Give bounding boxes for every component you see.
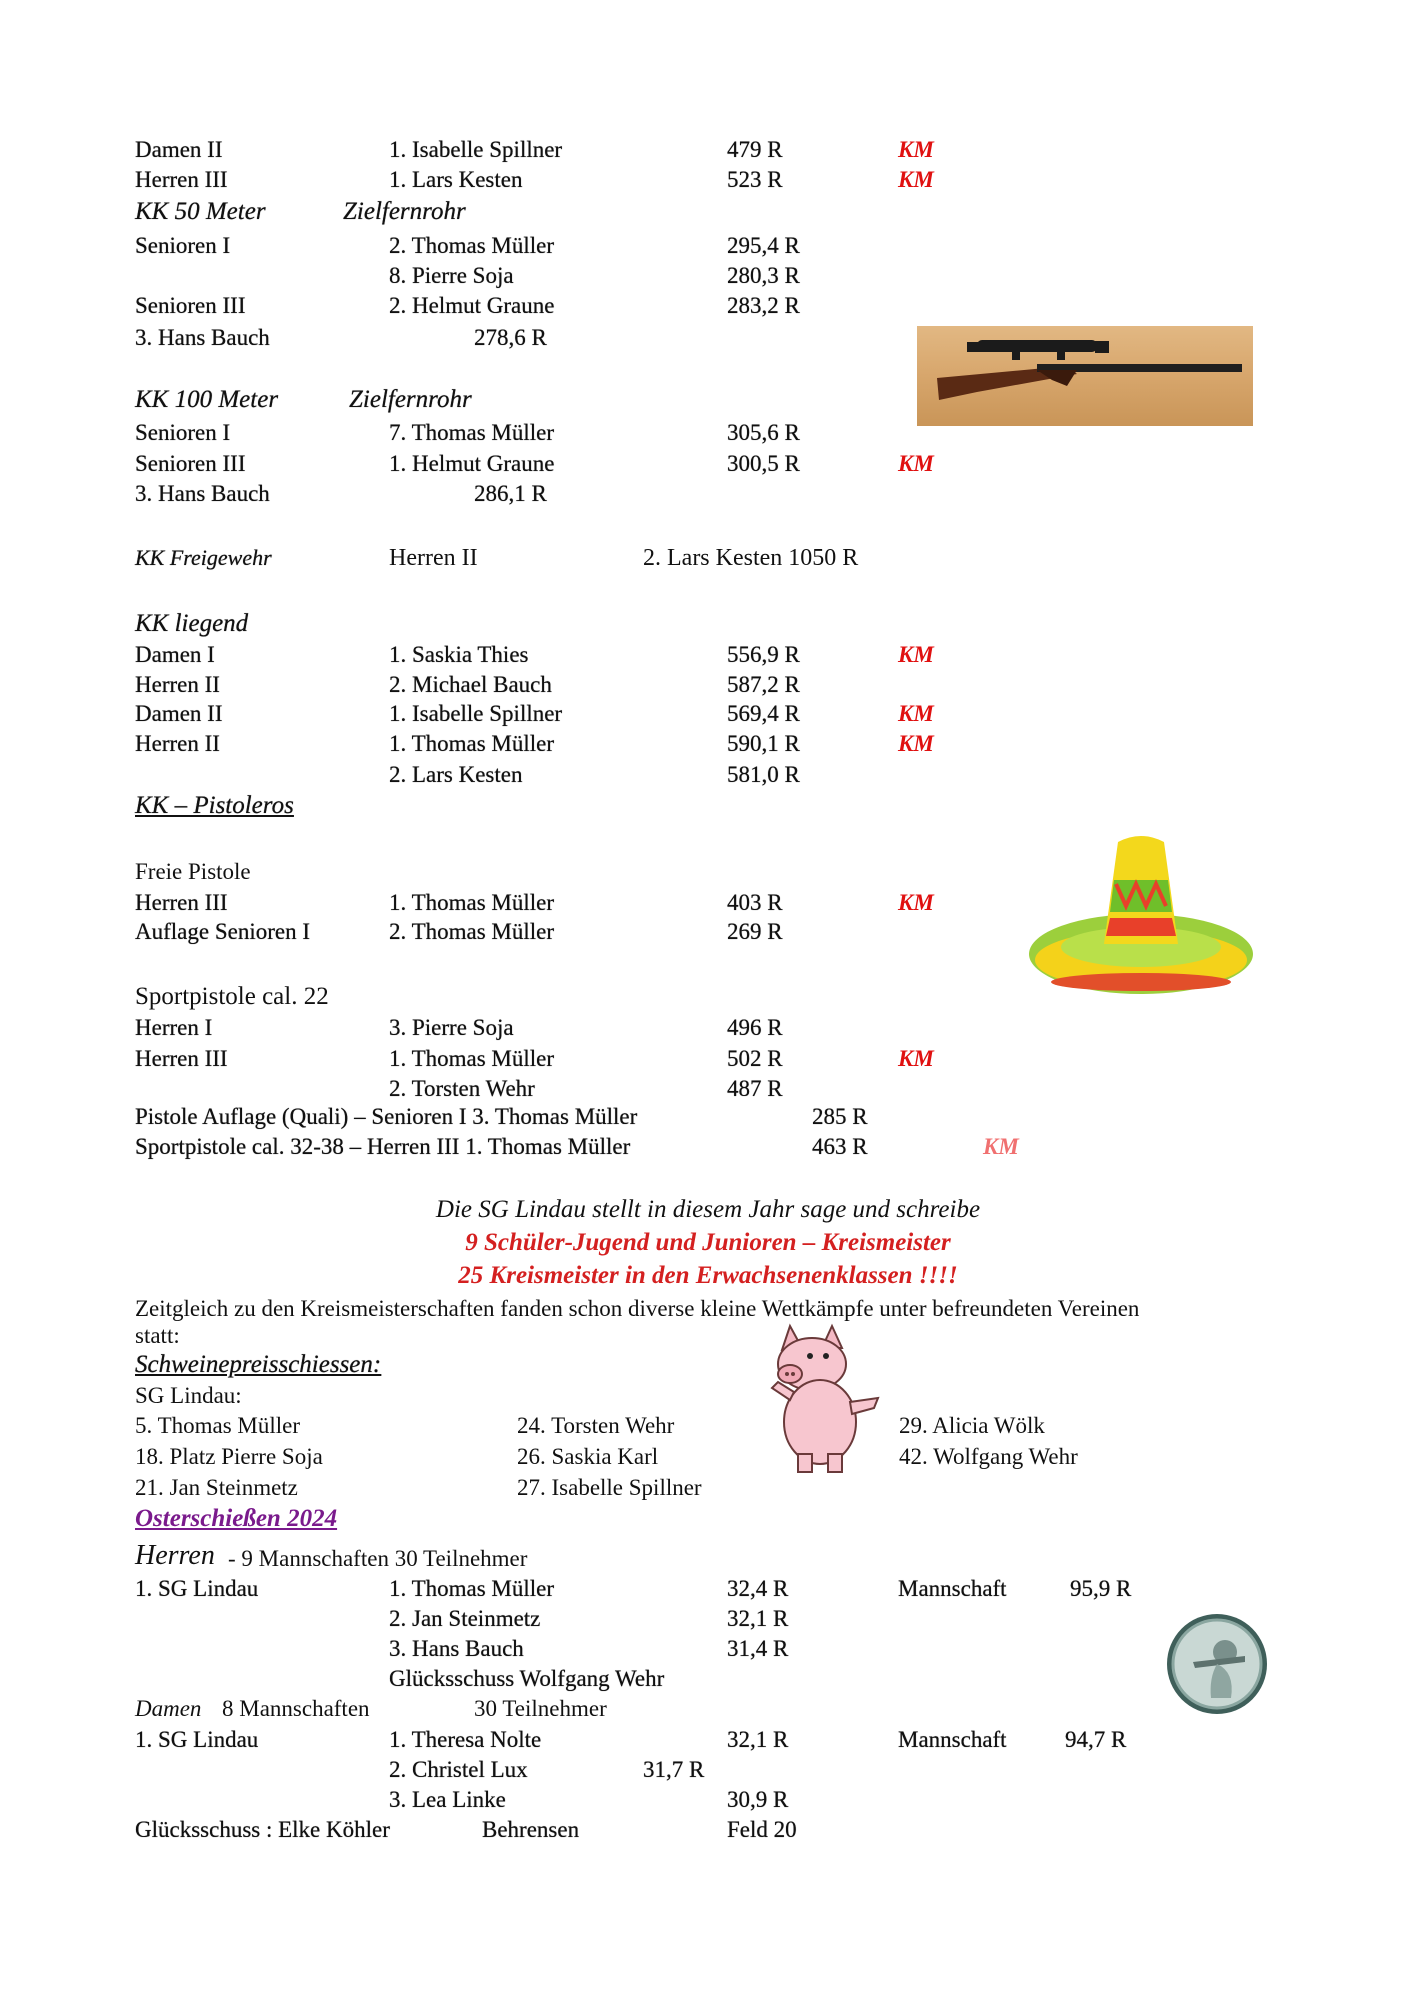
entry: 2. Christel Lux	[389, 1757, 528, 1782]
class-label: Senioren I	[135, 420, 231, 445]
team-label: Mannschaft	[898, 1576, 1007, 1601]
score: 403 R	[727, 890, 783, 915]
score: 283,2 R	[727, 293, 800, 318]
list-item: 29. Alicia Wölk	[899, 1413, 1045, 1438]
team: 1. SG Lindau	[135, 1576, 259, 1601]
section-title: Sportpistole cal. 22	[135, 983, 329, 1010]
km-badge: KM	[898, 137, 934, 162]
class-label: Senioren III	[135, 293, 246, 318]
score: 31,7 R	[643, 1757, 705, 1782]
class-label: Herren II	[135, 731, 220, 756]
list-item: 21. Jan Steinmetz	[135, 1475, 298, 1500]
class-label: Herren I	[135, 1015, 213, 1040]
class-label: Herren II	[135, 672, 220, 697]
score: 569,4 R	[727, 701, 800, 726]
km-badge: KM	[898, 167, 934, 192]
list-item: 42. Wolfgang Wehr	[899, 1444, 1078, 1469]
list-item: 26. Saskia Karl	[517, 1444, 659, 1469]
entry: 2. Thomas Müller	[389, 233, 555, 258]
entry: 2. Helmut Graune	[389, 293, 555, 318]
entry: Glücksschuss Wolfgang Wehr	[389, 1666, 665, 1691]
class-label: Senioren III	[135, 451, 246, 476]
score: 31,4 R	[727, 1636, 789, 1661]
entry: 1. Thomas Müller	[389, 890, 555, 915]
team: 1. SG Lindau	[135, 1727, 259, 1752]
class-label: Damen II	[135, 137, 223, 162]
intro-text: Zeitgleich zu den Kreismeisterschaften fanden schon diverse kleine Wettkämpfe unter befreundeten Vereinen	[135, 1296, 1140, 1321]
summary-highlight: 9 Schüler-Jugend und Junioren – Kreismeister	[465, 1229, 951, 1256]
entry: 3. Hans Bauch	[135, 325, 270, 350]
group-info: 8 Mannschaften	[222, 1696, 370, 1721]
score: 502 R	[727, 1046, 783, 1071]
score: 285 R	[812, 1104, 868, 1129]
pig-icon	[760, 1322, 885, 1477]
km-badge: KM	[898, 1046, 934, 1071]
entry: 2. Thomas Müller	[389, 919, 555, 944]
pig-image	[760, 1322, 885, 1477]
entry: Sportpistole cal. 32-38 – Herren III 1. Thomas Müller	[135, 1134, 631, 1159]
km-badge: KM	[898, 451, 934, 476]
section-title: KK liegend	[135, 610, 249, 637]
group-label: Herren	[135, 1540, 215, 1571]
place: Behrensen	[482, 1817, 580, 1842]
km-badge: KM	[898, 890, 934, 915]
group-info: 30 Teilnehmer	[474, 1696, 607, 1721]
medal-image	[1165, 1612, 1269, 1716]
entry: 1. Saskia Thies	[389, 642, 529, 667]
km-badge: KM	[983, 1134, 1019, 1159]
subsection-label: Freie Pistole	[135, 859, 251, 884]
km-badge: KM	[898, 701, 934, 726]
section-title: KK Freigewehr	[135, 545, 272, 570]
class-label: Herren III	[135, 890, 228, 915]
rifle-image	[917, 326, 1253, 426]
team-score: 95,9 R	[1070, 1576, 1132, 1601]
entry: 1. Thomas Müller	[389, 1046, 555, 1071]
entry: 1. Isabelle Spillner	[389, 701, 563, 726]
score: 32,1 R	[727, 1606, 789, 1631]
group-label: Damen	[135, 1696, 202, 1721]
km-badge: KM	[898, 642, 934, 667]
entry: 1. Isabelle Spillner	[389, 137, 563, 162]
summary-highlight: 25 Kreismeister in den Erwachsenenklassen !!!!	[458, 1262, 958, 1289]
field: Feld 20	[727, 1817, 797, 1842]
section-title: Osterschießen 2024	[135, 1505, 338, 1532]
list-item: 5. Thomas Müller	[135, 1413, 301, 1438]
score: 523 R	[727, 167, 783, 192]
score: 463 R	[812, 1134, 868, 1159]
sombrero-image	[1026, 832, 1256, 1002]
list-item: 24. Torsten Wehr	[517, 1413, 675, 1438]
intro-text: statt:	[135, 1323, 180, 1348]
club-label: SG Lindau:	[135, 1383, 242, 1408]
shooter-medal-icon	[1165, 1612, 1269, 1716]
entry: 1. Thomas Müller	[389, 731, 555, 756]
rifle-icon	[917, 326, 1253, 426]
team-score: 94,7 R	[1065, 1727, 1127, 1752]
class-label: Herren III	[135, 167, 228, 192]
score: 305,6 R	[727, 420, 800, 445]
team-label: Mannschaft	[898, 1727, 1007, 1752]
group-info: - 9 Mannschaften 30 Teilnehmer	[228, 1546, 528, 1571]
class-label: Damen II	[135, 701, 223, 726]
score: 278,6 R	[474, 325, 547, 350]
score: 496 R	[727, 1015, 783, 1040]
class-label: Senioren I	[135, 233, 231, 258]
score: 280,3 R	[727, 263, 800, 288]
score: 30,9 R	[727, 1787, 789, 1812]
class-label: Auflage Senioren I	[135, 919, 310, 944]
class-label: Herren II	[389, 545, 478, 571]
score: 479 R	[727, 137, 783, 162]
score: 581,0 R	[727, 762, 800, 787]
score: 587,2 R	[727, 672, 800, 697]
score: 556,9 R	[727, 642, 800, 667]
entry: 1. Lars Kesten	[389, 167, 523, 192]
entry: 1. Helmut Graune	[389, 451, 555, 476]
entry: 2. Jan Steinmetz	[389, 1606, 541, 1631]
summary-line: Die SG Lindau stellt in diesem Jahr sage und schreibe	[435, 1196, 981, 1223]
entry: 1. Theresa Nolte	[389, 1727, 542, 1752]
section-subtitle: Zielfernrohr	[349, 386, 472, 413]
score: 32,1 R	[727, 1727, 789, 1752]
score: 300,5 R	[727, 451, 800, 476]
entry: Glücksschuss : Elke Köhler	[135, 1817, 390, 1842]
class-label: Damen I	[135, 642, 215, 667]
score: 487 R	[727, 1076, 783, 1101]
section-subtitle: Zielfernrohr	[343, 198, 466, 225]
entry: 2. Michael Bauch	[389, 672, 552, 697]
entry: 2. Lars Kesten 1050 R	[643, 545, 859, 571]
entry: 3. Pierre Soja	[389, 1015, 514, 1040]
section-title: Schweinepreisschiessen:	[135, 1351, 382, 1378]
entry: 2. Torsten Wehr	[389, 1076, 535, 1101]
list-item: 18. Platz Pierre Soja	[135, 1444, 323, 1469]
score: 269 R	[727, 919, 783, 944]
section-title: KK 100 Meter	[135, 386, 279, 413]
score: 590,1 R	[727, 731, 800, 756]
score: 286,1 R	[474, 481, 547, 506]
score: 295,4 R	[727, 233, 800, 258]
entry: 7. Thomas Müller	[389, 420, 555, 445]
entry: Pistole Auflage (Quali) – Senioren I 3. Thomas Müller	[135, 1104, 638, 1129]
entry: 2. Lars Kesten	[389, 762, 523, 787]
entry: 3. Lea Linke	[389, 1787, 506, 1812]
section-title: KK – Pistoleros	[135, 792, 294, 819]
class-label: Herren III	[135, 1046, 228, 1071]
km-badge: KM	[898, 731, 934, 756]
list-item: 27. Isabelle Spillner	[517, 1475, 702, 1500]
entry: 3. Hans Bauch	[135, 481, 270, 506]
score: 32,4 R	[727, 1576, 789, 1601]
entry: 1. Thomas Müller	[389, 1576, 555, 1601]
entry: 8. Pierre Soja	[389, 263, 514, 288]
entry: 3. Hans Bauch	[389, 1636, 524, 1661]
sombrero-icon	[1026, 832, 1256, 1002]
section-title: KK 50 Meter	[135, 198, 266, 225]
